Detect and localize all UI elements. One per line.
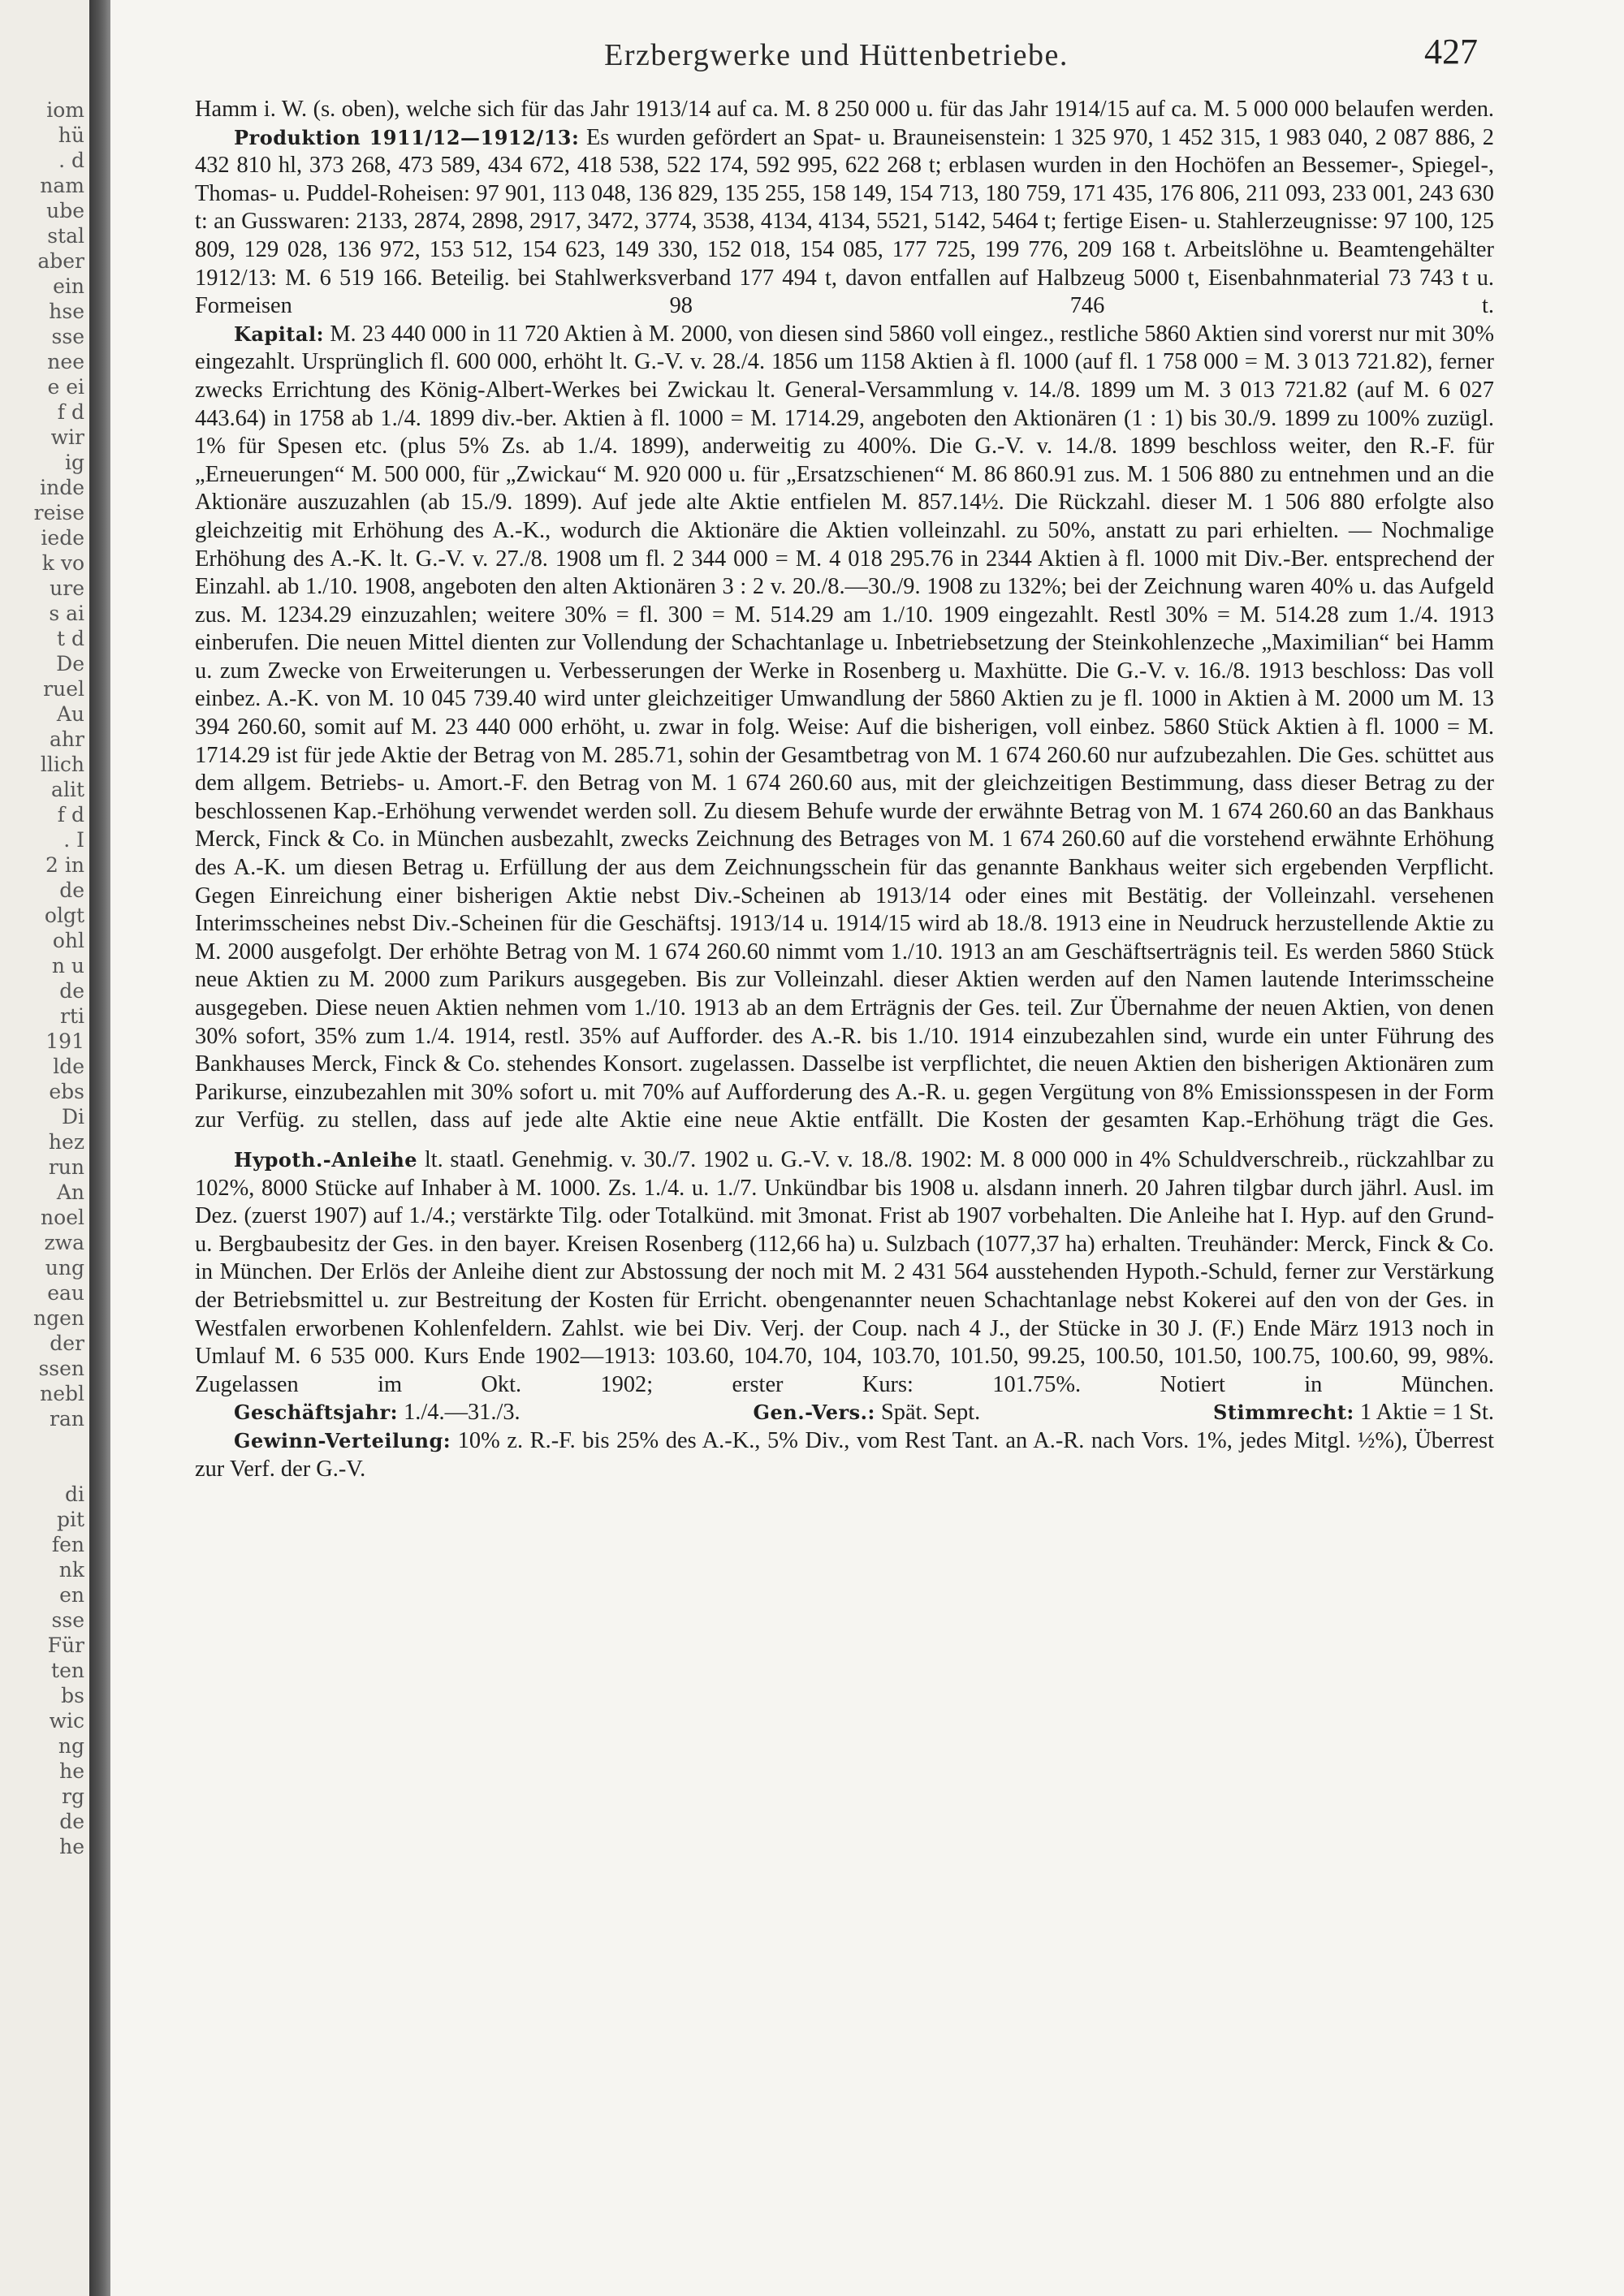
- kapital-text: M. 23 440 000 in 11 720 Aktien à M. 2000, von diesen sind 5860 voll eingez., restliche 5860 Aktien sind vorerst nur mit 30% eingezahlt. Ursprünglich fl. 600 000, erhöht lt. G.-V. v. 28./4. 1856 um 1158 Aktien à fl. 1000 (auf fl. 1 758 000 = M. 3 013 721.82), ferner zwecks Errichtung des König-Albert-Werkes bei Zwickau lt. General-Versammlung v. 14./8. 1899 um M. 3 013 721.82 (auf M. 6 027 443.64) in 1758 ab 1./4. 1899 div.-ber. Aktien à fl. 1000 = M. 1714.29, angeboten den Aktionären (1 : 1) bis 30./9. 1899 zu 100% zuzügl. 1% für Spesen etc. (plus 5% Zs. ab 1./4. 1899), anderweitig zu 400%. Die G.-V. v. 14./8. 1899 beschloss weiter, den R.-F. für „Erneuerungen“ M. 500 000, für „Zwickau“ M. 920 000 u. für „Ersatzschienen“ M. 86 860.91 zus. M. 1 506 880 zu entnehmen und an die Aktionäre auszuzahlen (ab 15./9. 1899). Auf jede alte Aktie entfielen M. 857.14½. Die Rückzahl. dieser M. 1 506 880 erfolgte also gleichzeitig mit Erhöhung des A.-K., wodurch die Aktionäre die Aktien volleinzahl. zu 50%, anstatt zu pari erhielten. — Nochmalige Erhöhung des A.-K. lt. G.-V. v. 27./8. 1908 um fl. 2 344 000 = M. 4 018 295.76 in 2344 Aktien à fl. 1000 mit Div.-Ber. entsprechend der Einzahl. ab 1./10. 1908, angeboten den alten Aktionären 3 : 2 v. 20./8.—30./9. 1908 zu 132%; bei der Zeichnung waren 40% u. das Aufgeld zus. M. 1234.29 einzuzahlen; weitere 30% = fl. 300 = M. 514.29 am 1./10. 1909 eingezahlt. Restl 30% = M. 514.28 zum 1./4. 1913 einberufen. Die neuen Mittel dienten zur Vollendung der Schachtanlage u. Inbetriebsetzung der Steinkohlenzeche „Maximilian“ bei Hamm u. zum Zwecke von Erweiterungen u. Verbesserungen der Werke in Rosenberg u. Maxhütte. Die G.-V. v. 16./8. 1913 beschloss: Das voll einbez. A.-K. von M. 10 045 739.40 wird unter gleichzeitiger Umwandlung der 5860 Aktien zu je fl. 1000 in Aktien à M. 2000 um M. 13 394 260.60, somit auf M. 23 440 000 erhöht, u. zwar in folg. Weise: Auf die bisherigen, voll einbez. 5860 Stück Aktien à fl. 1000 = M. 1714.29 ist für jede Aktie der Betrag von M. 285.71, sohin der Gesamtbetrag von M. 1 674 260.60 nur aufzubezahlen. Die Ges. schüttet aus dem allgem. Betriebs- u. Amort.-F. den Betrag von M. 1 674 260.60 aus, mit der gleichzeitigen Bestimmung, dass dieser Betrag zu der beschlossenen Kap.-Erhöhung verwendet werden soll. Zu diesem Behufe wurde der erwähnte Betrag von M. 1 674 260.60 an das Bankhaus Merck, Finck & Co. in München ausbezahlt, zwecks Zeichnung des Betrages von M. 1 674 260.60 auf die vorstehend erwähnte Erhöhung des A.-K. um diesen Betrag u. Erfüllung der aus dem Zeichnungsschein für das genannte Bankhaus weiter sich ergebenden Verpflicht. Gegen Einreichung einer bisherigen Aktie nebst Div.-Scheinen ab 1913/14 oder eines mit Bestätig. der Volleinzahl. versehenen Interimsscheines nebst Div.-Scheinen für die Geschäftsj. 1913/14 u. 1914/15 wird ab 18./8. 1913 eine in Neudruck herzustellende Aktie zu M. 2000 ausgefolgt. Der erhöhte Betrag von M. 1 674 260.60 nimmt vom 1./10. 1913 an am Geschäftserträgnis teil. Es werden 5860 Stück neue Aktien zu M. 2000 zum Parikurs ausgegeben. Bis zur Volleinzahl. dieser Aktien werden auf den Namen lautende Interimsscheine ausgegeben. Diese neuen Aktien nehmen vom 1./10. 1913 ab an dem Erträgnis der Ges. teil. Zur Übernahme der neuen Aktien, von denen 30% sofort, 35% zum 1./4. 1914, restl. 35% auf Aufforder. des A.-R. bis 1./10. 1914 einzubezahlen sind, wurde ein unter Führung des Bankhauses Merck, Finck & Co. stehendes Konsort. zugelassen. Dasselbe ist verpflichtet, die neuen Aktien den bisherigen Aktionären zum Parikurse, einzubezahlen mit 30% sofort u. mit 70% auf Aufforderung des A.-R. u. gegen Vergütung von 8% Emissionsspesen in der Form zur Verfüg. zu stellen, dass auf jede alte Aktie eine neue Aktie entfällt. Die Kosten der gesamten Kap.-Erhöhung trägt die Ges.: [195, 321, 1494, 1133]
- produktion-label: Produktion 1911/12—1912/13:: [234, 125, 580, 149]
- paragraph-gewinn: [195, 1427, 1494, 1483]
- row-geschaeftsjahr: [195, 1399, 1494, 1427]
- produktion-text: Es wurden gefördert an Spat- u. Brauneisenstein: 1 325 970, 1 452 315, 1 983 040, 2 087 886, 2 432 810 hl, 373 268, 473 589, 434 672, 418 538, 522 174, 592 995, 622 268 t; erblasen wurden in den Hochöfen an Bessemer-, Spiegel-, Thomas- u. Puddel-Roheisen: 97 901, 113 048, 136 829, 135 255, 158 149, 154 713, 180 759, 171 435, 176 806, 211 093, 233 001, 243 630 t: an Gusswaren: 2133, 2874, 2898, 2917, 3472, 3774, 3538, 4134, 4134, 5521, 5142, 5464 t; fertige Eisen- u. Stahlerzeugnisse: 97 100, 125 809, 129 028, 136 972, 153 512, 154 623, 149 330, 152 018, 154 085, 177 725, 199 776, 209 168 t. Arbeitslöhne u. Beamtengehälter 1912/13: M. 6 519 166. Beteilig. bei Stahlwerksverband 177 494 t, davon entfallen auf Halbzeug 5000 t, Eisenbahnmaterial 73 743 t u. Formeisen 98 746 t.: [195, 124, 1494, 319]
- book-gutter: [89, 0, 110, 2296]
- paragraph-kapital: [195, 321, 1494, 1135]
- geschaeftsjahr: [234, 1399, 520, 1427]
- stimm-label: Stimmrecht:: [1213, 1400, 1354, 1425]
- paragraph-intro: Hamm i. W. (s. oben), welche sich für das Jahr 1913/14 auf ca. M. 8 250 000 u. für das Jahr 1914/15 auf ca. M. 5 000 000 belaufen werden.: [195, 97, 1494, 122]
- kapital-label: Kapital:: [234, 322, 324, 346]
- page-number: 427: [1424, 32, 1478, 71]
- gewinn-label: Gewinn-Verteilung:: [234, 1428, 451, 1452]
- gj-label: Geschäftsjahr:: [234, 1400, 398, 1425]
- running-title: Erzbergwerke und Hüttenbetriebe.: [604, 38, 1069, 72]
- spacer: [195, 1135, 1494, 1146]
- gv-value: Spät. Sept.: [880, 1400, 981, 1426]
- hypoth-label: Hypoth.-Anleihe: [234, 1147, 418, 1172]
- facing-page-fragments: iom hü . d nam ube stal aber ein hse sse nee e ei f d wir ig inde reise iede k vo ure s ai t d De ruel Au ahr llich alit f d . I 2 in de olgt ohl n u de rti 191 lde ebs Di hez run An noel zwa ung eau ngen der ssen nebl ran di pit fen nk en sse Für ten bs wic ng he rg de he: [32, 98, 84, 1858]
- paragraph-hypoth: [195, 1146, 1494, 1399]
- gv-label: Gen.-Vers.:: [753, 1400, 875, 1425]
- gewinn-text: 10% z. R.-F. bis 25% des A.-K., 5% Div., vom Rest Tant. an A.-R. nach Vors. 1%, jedes Mitgl. ½%), Überrest zur Verf. der G.-V.: [195, 1427, 1494, 1482]
- paragraph-produktion: [195, 124, 1494, 321]
- gj-value: 1./4.—31./3.: [404, 1400, 520, 1426]
- stimm-value: 1 Aktie = 1 St.: [1359, 1400, 1494, 1426]
- gen-vers: [754, 1399, 981, 1427]
- hypoth-text: lt. staatl. Genehmig. v. 30./7. 1902 u. G.-V. v. 18./8. 1902: M. 8 000 000 in 4% Schuldverschreib., rückzahlbar zu 102%, 8000 Stücke auf Inhaber à M. 1000. Zs. 1./4. u. 1./7. Unkündbar bis 1908 u. alsdann innerh. 20 Jahren tilgbar durch jährl. Ausl. im Dez. (zuerst 1907) auf 1./4.; verstärkte Tilg. oder Totalkünd. mit 3monat. Frist ab 1907 vorbehalten. Die Anleihe hat I. Hyp. auf den Grund- u. Bergbaubesitz der Ges. in den bayer. Kreisen Rosenberg (112,66 ha) u. Sulzbach (1077,37 ha) erhalten. Treuhänder: Merck, Finck & Co. in München. Der Erlös der Anleihe dient zur Abstossung der noch mit M. 2 431 564 ausstehenden Hypoth.-Schuld, ferner zur Verstärkung der Betriebsmittel u. zur Bestreitung der Kosten für Erricht. obengenannter neuen Schachtanlage nebst Kokerei auf den von der Ges. in Westfalen erworbenen Kohlenfeldern. Zahlst. wie bei Div. Verj. der Coup. nach 4 J., der Stücke in 30 J. (F.) Ende März 1913 noch in Umlauf M. 6 535 000. Kurs Ende 1902—1913: 103.60, 104.70, 104, 103.70, 101.50, 99.25, 100.50, 101.50, 100.75, 100.60, 99, 98%. Zugelassen im Okt. 1902; erster Kurs: 101.75%. Notiert in München.: [195, 1146, 1494, 1397]
- stimmrecht: [1213, 1399, 1494, 1427]
- article-body: [195, 96, 1494, 1483]
- page-header: [195, 28, 1478, 76]
